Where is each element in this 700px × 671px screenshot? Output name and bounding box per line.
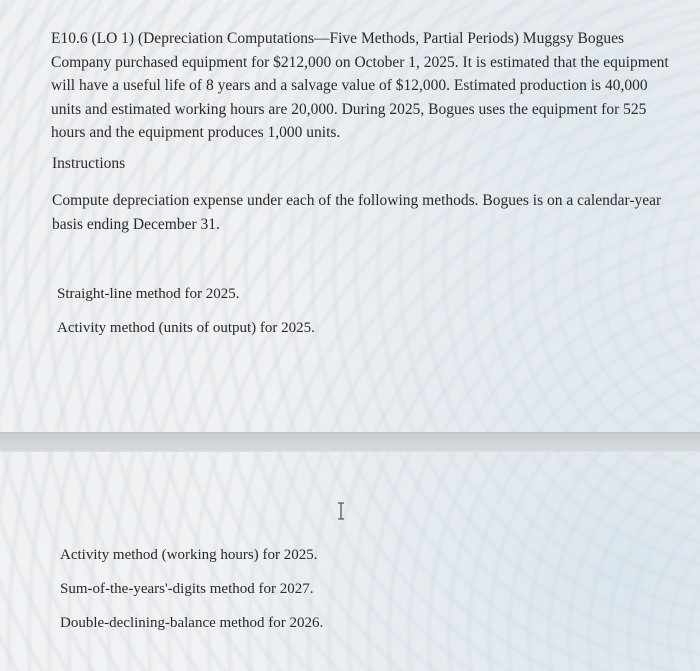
problem-statement: E10.6 (LO 1) (Depreciation Computations—Five Methods, Partial Periods) Muggsy Bogues Company purchased equipment for $212,000 on October 1, 2025. It is estimated that the equipment will have a useful life of 8 years and a salvage value of $12,000. Estimated production is 40,000 units and estimated working hours are 20,000. During 2025, Bogues uses the equipment for 525 hours and the equipment produces 1,000 units. [51, 30, 669, 142]
bottom-panel [0, 450, 700, 671]
method-item-straight-line: Straight-line method for 2025. [57, 286, 240, 302]
method-item-double-declining: Double-declining-balance method for 2026. [60, 615, 324, 631]
panel-divider [0, 432, 700, 452]
method-item-activity-hours: Activity method (working hours) for 2025. [60, 547, 318, 563]
instructions-text: Compute depreciation expense under each of the following methods. Bogues is on a calendar-year basis ending December 31. [52, 192, 662, 233]
method-list-top [57, 284, 315, 352]
text-cursor-icon [336, 502, 346, 520]
method-item-sum-of-years-digits: Sum-of-the-years'-digits method for 2027. [60, 581, 314, 597]
instructions-heading: Instructions [52, 155, 126, 172]
method-list-bottom [60, 545, 323, 647]
method-item-activity-units: Activity method (units of output) for 2025. [57, 320, 315, 336]
